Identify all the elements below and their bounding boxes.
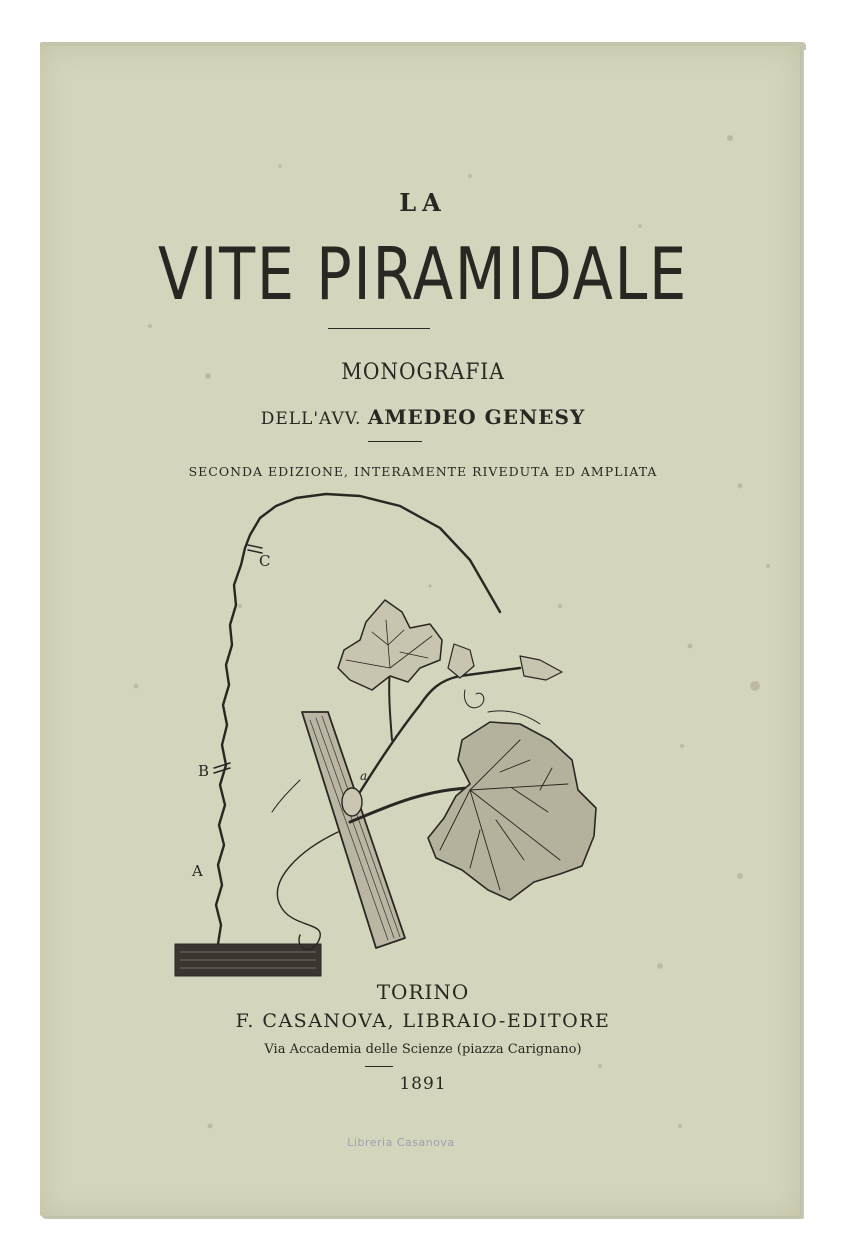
author-prefix: DELL'AVV.: [260, 409, 362, 429]
author-name: AMEDEO GENESY: [367, 405, 586, 429]
publisher-name: F. CASANOVA, LIBRAIO-EDITORE: [235, 1010, 611, 1032]
bookseller-stamp: Libreria Casanova: [347, 1136, 455, 1149]
edition-note: SECONDA EDIZIONE, INTERAMENTE RIVEDUTA ED AMPLIATA: [188, 464, 658, 479]
publication-city: TORINO: [376, 980, 470, 1004]
book-subtitle: MONOGRAFIA: [341, 360, 505, 385]
publication-year: 1891: [399, 1074, 447, 1094]
publisher-address: Via Accademia delle Scienze (piazza Carignano): [264, 1042, 582, 1057]
label-b: B: [198, 762, 210, 780]
label-c: C: [259, 552, 271, 570]
title-article: LA: [399, 188, 447, 217]
label-bud-a: a: [360, 769, 368, 783]
label-a: A: [192, 862, 203, 880]
divider-rule: [365, 1066, 393, 1067]
book-title: VITE PIRAMIDALE: [158, 232, 688, 316]
